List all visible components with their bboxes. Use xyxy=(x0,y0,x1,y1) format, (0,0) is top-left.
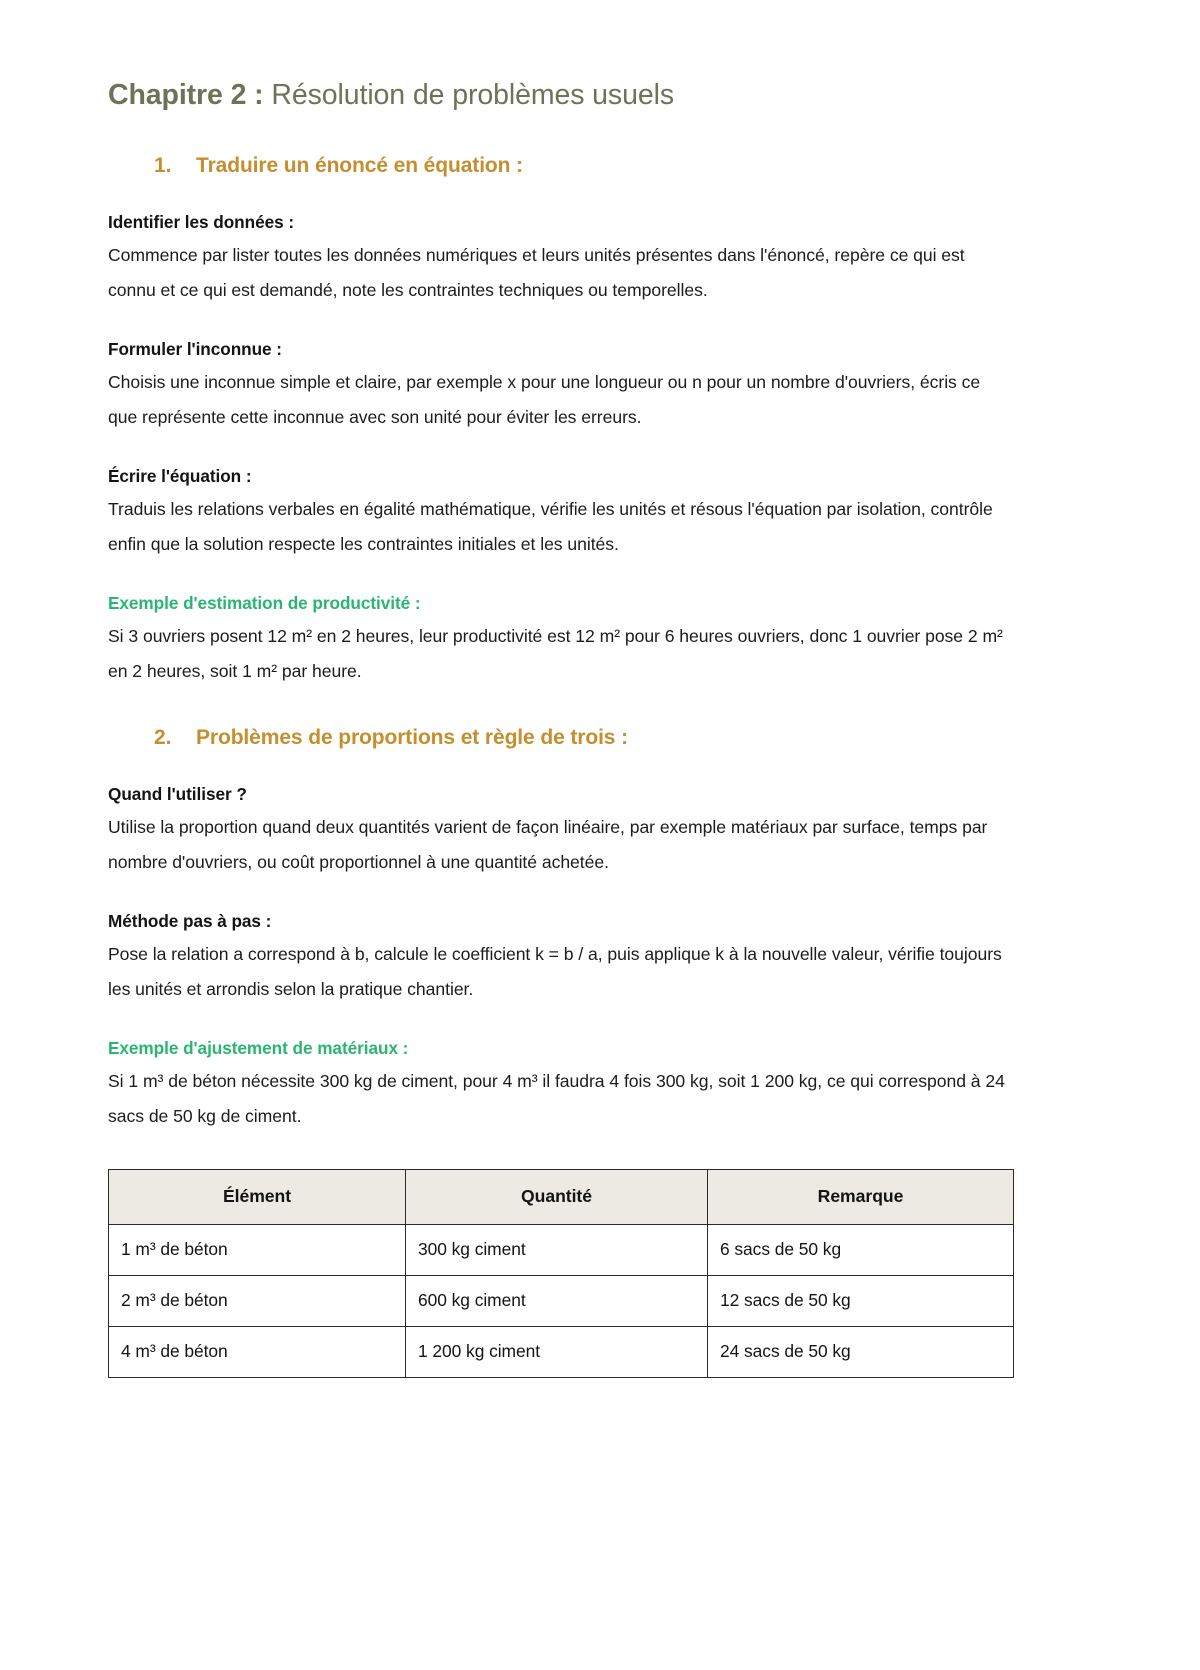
table-cell: 2 m³ de béton xyxy=(109,1275,406,1326)
table-row xyxy=(109,1275,1014,1326)
table-row xyxy=(109,1326,1014,1377)
table-cell: 300 kg ciment xyxy=(406,1224,708,1275)
block-identifier-les-donnees xyxy=(108,212,1092,309)
table-header-cell: Quantité xyxy=(406,1169,708,1224)
paragraph: Choisis une inconnue simple et claire, par exemple x pour une longueur ou n pour un nombre d'ouvriers, écris ce que représente cette inconnue avec son unité pour éviter les erreurs. xyxy=(108,371,981,428)
sub-heading: Quand l'utiliser ? xyxy=(108,783,247,804)
sub-heading: Formuler l'inconnue : xyxy=(108,338,282,359)
block-ecrire-lequation xyxy=(108,466,1092,563)
block-exemple-materiaux xyxy=(108,1038,1092,1135)
paragraph: Si 1 m³ de béton nécessite 300 kg de ciment, pour 4 m³ il faudra 4 fois 300 kg, soit 1 200 kg, ce qui correspond à 24 sacs de 50 kg de ciment. xyxy=(108,1070,1005,1127)
paragraph: Commence par lister toutes les données numériques et leurs unités présentes dans l'énoncé, repère ce qui est connu et ce qui est demandé, note les contraintes techniques ou temporelles. xyxy=(108,244,965,301)
section-heading-1 xyxy=(108,154,1092,178)
block-formuler-linconnue xyxy=(108,339,1092,436)
page-title xyxy=(108,78,1092,114)
section-title-1: Traduire un énoncé en équation : xyxy=(196,153,524,177)
table-cell: 1 200 kg ciment xyxy=(406,1326,708,1377)
table-row xyxy=(109,1224,1014,1275)
example-heading: Exemple d'ajustement de matériaux : xyxy=(108,1037,409,1058)
table-cell: 600 kg ciment xyxy=(406,1275,708,1326)
section-heading-2 xyxy=(108,726,1092,750)
paragraph: Pose la relation a correspond à b, calcule le coefficient k = b / a, puis applique k à la nouvelle valeur, vérifie toujours les unités et arrondis selon la pratique chantier. xyxy=(108,943,1002,1000)
sub-heading: Méthode pas à pas : xyxy=(108,910,272,931)
page-title-chapter: Chapitre 2 : xyxy=(108,79,264,111)
table-cell: 12 sacs de 50 kg xyxy=(708,1275,1014,1326)
table-cell: 4 m³ de béton xyxy=(109,1326,406,1377)
example-heading: Exemple d'estimation de productivité : xyxy=(108,592,421,613)
table-header-cell: Remarque xyxy=(708,1169,1014,1224)
table-header-cell: Élément xyxy=(109,1169,406,1224)
table-header-row xyxy=(109,1169,1014,1224)
paragraph: Utilise la proportion quand deux quantités varient de façon linéaire, par exemple matériaux par surface, temps par nombre d'ouvriers, ou coût proportionnel à une quantité achetée. xyxy=(108,816,988,873)
section-number-2: 2. xyxy=(154,725,172,749)
block-exemple-productivite xyxy=(108,593,1092,690)
page-title-subject: Résolution de problèmes usuels xyxy=(263,79,674,111)
block-methode-pas-a-pas xyxy=(108,911,1092,1008)
section-number-1: 1. xyxy=(154,153,172,177)
paragraph: Traduis les relations verbales en égalité mathématique, vérifie les unités et résous l'équation par isolation, contrôle enfin que la solution respecte les contraintes initiales et les unités. xyxy=(108,498,993,555)
table-cell: 1 m³ de béton xyxy=(109,1224,406,1275)
sub-heading: Écrire l'équation : xyxy=(108,465,252,486)
block-quand-lutiliser xyxy=(108,784,1092,881)
table-cell: 24 sacs de 50 kg xyxy=(708,1326,1014,1377)
paragraph: Si 3 ouvriers posent 12 m² en 2 heures, leur productivité est 12 m² pour 6 heures ouvriers, donc 1 ouvrier pose 2 m² en 2 heures, soit 1 m² par heure. xyxy=(108,625,1003,682)
materials-table xyxy=(108,1169,1014,1378)
sub-heading: Identifier les données : xyxy=(108,211,294,232)
section-title-2: Problèmes de proportions et règle de trois : xyxy=(196,725,629,749)
table-cell: 6 sacs de 50 kg xyxy=(708,1224,1014,1275)
